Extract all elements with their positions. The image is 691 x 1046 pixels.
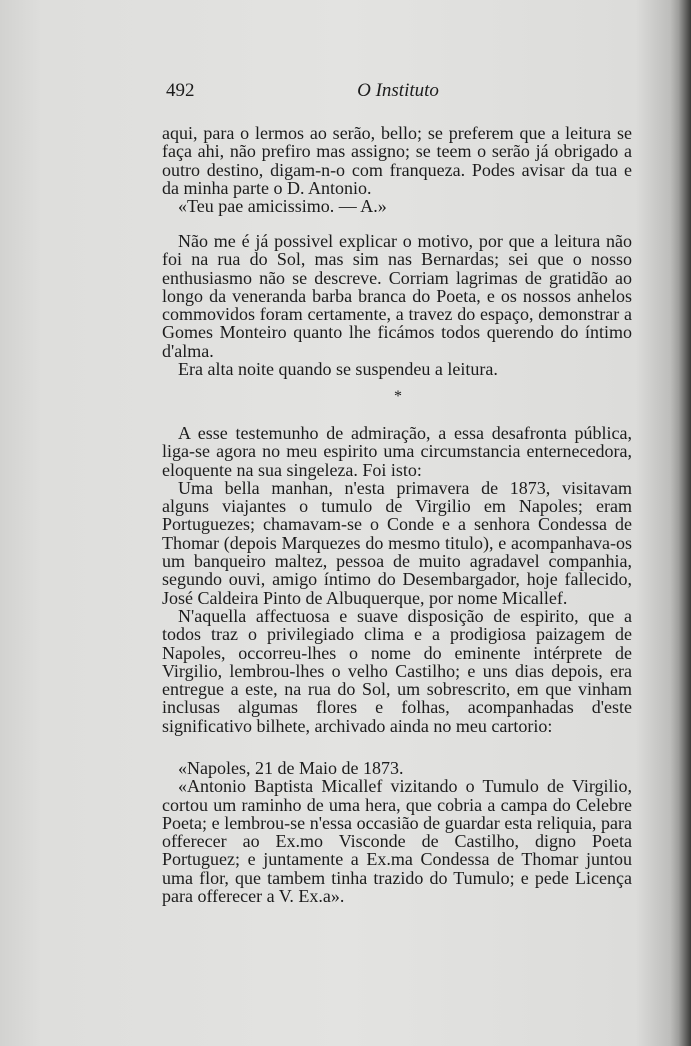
note-body: «Antonio Baptista Micallef vizitando o Tumulo de Virgilio, cortou um raminho de uma hera, que cobria a campa do Celebre Poeta; e lembrou-se n'essa occasião de guardar esta reliquia, para offerecer ao Ex.mo Visconde de Castilho, digno Poeta Portuguez; e juntamente a Ex.ma Condessa de Thomar juntou uma flor, que tambem tinha trazido do Tumulo; e pede Licença para offerecer a V. Ex.a». <box>162 776 632 907</box>
paragraph: aqui, para o lermos ao serão, bello; se preferem que a leitura se faça ahi, não prefiro mas assigno; se teem o serão já obrigado a outro destino, digam-n-o com franqueza. Podes avisar da tua e da minha parte o D. Antonio. <box>162 123 632 198</box>
paragraph: Era alta noite quando se suspendeu a leitura. <box>178 359 498 380</box>
narrative-section-1 <box>162 232 632 378</box>
paragraph: A esse testemunho de admiração, a essa desafronta pública, liga-se agora no meu espirito uma circumstancia enternecedora, eloquente na sua singeleza. Foi isto: <box>162 423 632 480</box>
note-dateline: «Napoles, 21 de Maio de 1873. <box>178 758 404 778</box>
paragraph: N'aquella affectuosa e suave disposição de espirito, que a todos traz o privilegiado clima e a prodigiosa paizagem de Napoles, occorreu-lhes o nome do eminente intérprete de Virgilio, lembrou-lhes o velho Castilho; e uns dias depois, era entregue a este, na rua do Sol, um sobrescrito, em que vinham inclusas algumas flores e folhas, acompanhadas d'este significativo bilhete, archivado ainda no meu cartorio: <box>162 605 632 736</box>
page-edge-shadow <box>679 0 691 1046</box>
running-title: O Instituto <box>357 80 439 101</box>
letter-signature: «Teu pae amicissimo. — A.» <box>178 196 387 217</box>
paragraph: Uma bella manhan, n'esta primavera de 1873, visitavam alguns viajantes o tumulo de Virgilio em Napoles; eram Portuguezes; chamavam-se o Conde e a senhora Condessa de Thomar (depois Marquezes do mesmo titulo), e acompanhava-os um banqueiro maltez, pessoa de muito agradavel companhia, segundo ouvi, amigo íntimo do Desembargador, hoje fallecido, José Caldeira Pinto de Albuquerque, por nome Micallef. <box>162 477 632 608</box>
section-separator: * <box>394 388 402 405</box>
page-header <box>166 80 630 106</box>
narrative-section-2 <box>162 424 632 735</box>
paragraph: Não me é já possivel explicar o motivo, por que a leitura não foi na rua do Sol, mas sim nas Bernardas; sei que o nosso enthusiasmo não se descreve. Corriam lagrimas de gratidão ao longo da veneranda barba branca do Poeta, e os nossos anhelos commovidos foram certamente, a travez do espaço, demonstrar a Gomes Monteiro quanto lhe ficámos todos querendo do íntimo d'alma. <box>162 231 632 361</box>
page-number: 492 <box>166 80 195 101</box>
letter-end <box>162 124 632 215</box>
quoted-note <box>162 759 632 905</box>
